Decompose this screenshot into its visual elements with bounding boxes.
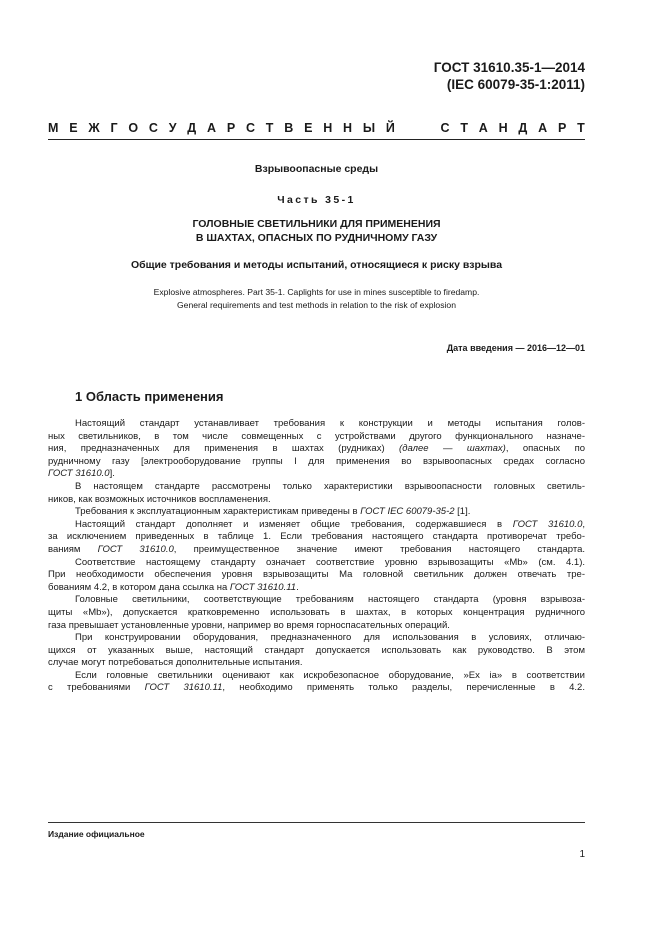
main-title-line-1: ГОЛОВНЫЕ СВЕТИЛЬНИКИ ДЛЯ ПРИМЕНЕНИЯ — [192, 218, 441, 230]
body-text: Соответствие настоящему стандарту означает соответствие уровню взрывозащиты «Mb» (см. 4.1). — [75, 556, 585, 568]
reference-text: ГОСТ 31610.11 — [229, 581, 297, 593]
banner-letter: О — [128, 121, 139, 135]
reference-text: ГОСТ 31610.11 — [144, 682, 223, 694]
body-line — [48, 494, 585, 507]
body-text: Головные светильники, соответствующие требованиям настоящего стандарта (уровня взрывоза- — [75, 594, 585, 606]
body-text: щихся от указанных выше, настоящий стандарт допускается использовать как руководство. В этом — [48, 644, 585, 656]
banner-letter: Г — [110, 121, 118, 135]
banner-letter: Т — [460, 121, 468, 135]
body-text: ников, как возможных источников воспламенения. — [48, 493, 271, 505]
body-line — [48, 418, 585, 431]
banner-letter: С — [245, 121, 255, 135]
body-line — [48, 657, 585, 670]
english-title — [48, 286, 585, 312]
body-text: газа превышает установленные уровни, например во время горноспасательных операций. — [48, 619, 450, 631]
body-text: случае могут потребоваться дополнительные испытания. — [48, 657, 303, 669]
body-line — [48, 443, 585, 456]
body-line — [48, 456, 585, 469]
body-text: Требования к эксплуатационным характеристикам приведены в — [75, 506, 361, 518]
banner-letter: Д — [187, 121, 197, 135]
body-line — [48, 531, 585, 544]
body-text: В настоящем стандарте рассмотрены только характеристики взрывоопасности головных светиль- — [75, 480, 585, 492]
body-text: Настоящий стандарт дополняет и изменяет общие требования, содержавшиеся в — [75, 518, 513, 530]
body-text: щиты «Mb»), допускается кратковременно использовать в шахтах, в которых концентрация рудничного — [48, 606, 585, 618]
body-text: ния, предназначенных для применения в шахтах (рудниках) — [48, 443, 400, 455]
banner-letter: С — [440, 121, 450, 135]
banner-word-gap — [406, 121, 430, 136]
banner-letter: Н — [498, 121, 508, 135]
section-body — [48, 418, 585, 695]
reference-text: ГОСТ 31610.0 — [48, 468, 110, 480]
banner-letter: Д — [518, 121, 528, 135]
body-line — [48, 468, 585, 481]
body-text: При конструировании оборудования, предназначенного для использования в условиях, отличаю- — [75, 632, 585, 644]
body-text: ]. — [109, 468, 115, 480]
body-text: с требованиями — [48, 682, 145, 694]
edition-note: Издание официальное — [48, 829, 145, 839]
banner-letter: А — [207, 121, 217, 135]
banner-letter: А — [478, 121, 488, 135]
banner-letter: Ы — [362, 121, 376, 135]
banner-letter: Р — [226, 121, 236, 135]
body-text: бованиям 4.2, в котором дана ссылка на — [48, 581, 230, 593]
iec-number: (IEC 60079-35-1:2011) — [446, 77, 585, 92]
banner-letter: Е — [304, 121, 313, 135]
body-text: , необходимо применять только разделы, перечисленные в 4.2. — [222, 682, 585, 694]
body-line — [48, 682, 585, 695]
body-line — [48, 519, 585, 532]
banner-letter: А — [538, 121, 548, 135]
body-text: При необходимости обеспечения уровня взрывозащиты Ма головной светильник должен отвечать тре- — [48, 569, 585, 581]
body-text: Настоящий стандарт устанавливает требования к конструкции и методы испытания голов- — [75, 418, 585, 429]
series-title: Взрывоопасные среды — [254, 163, 379, 175]
body-line — [48, 506, 585, 519]
body-line — [48, 632, 585, 645]
body-line — [48, 544, 585, 557]
standard-type-banner — [48, 121, 585, 136]
body-line — [48, 481, 585, 494]
banner-letter: У — [168, 121, 177, 135]
body-text: ных светильников, в том числе совмещенных с устройствами другого функционального назначе- — [48, 430, 585, 442]
banner-letter: Н — [323, 121, 333, 135]
banner-letter: Т — [577, 121, 585, 135]
body-line — [48, 594, 585, 607]
main-title-line-2: В ШАХТАХ, ОПАСНЫХ ПО РУДНИЧНОМУ ГАЗУ — [195, 232, 438, 244]
main-title — [48, 217, 585, 245]
body-line — [48, 557, 585, 570]
body-text: ваниям — [48, 543, 98, 555]
body-text: за исключением приведенных в таблице 1. Если требования настоящего стандарта противоречат требо- — [48, 531, 585, 543]
body-line — [48, 569, 585, 582]
banner-letter: Н — [343, 121, 353, 135]
introduction-date: Дата введения — 2016—12—01 — [446, 343, 585, 353]
body-text: . — [296, 581, 299, 593]
banner-letter: Т — [265, 121, 274, 135]
section-heading: 1 Область применения — [75, 389, 224, 404]
body-line — [48, 582, 585, 595]
banner-letter: Й — [385, 121, 395, 135]
reference-text: ГОСТ 31610.0 — [512, 518, 583, 530]
reference-text: ГОСТ 31610.0 — [97, 543, 174, 555]
banner-letter: Е — [69, 121, 78, 135]
body-line — [48, 431, 585, 444]
reference-text: (далее — шахтах) — [399, 443, 506, 455]
footer-divider — [48, 822, 585, 823]
page-number: 1 — [579, 849, 585, 860]
body-text: , опасных по — [505, 443, 585, 455]
body-text: [1]. — [454, 506, 471, 518]
subtitle: Общие требования и методы испытаний, относящиеся к риску взрыва — [130, 259, 503, 271]
body-line — [48, 670, 585, 683]
document-number-block — [434, 59, 585, 93]
reference-text: ГОСТ IEC 60079-35-2 — [360, 506, 455, 518]
english-title-line-2: General requirements and test methods in relation to the risk of explosion — [177, 300, 456, 310]
body-line — [48, 645, 585, 658]
body-line — [48, 607, 585, 620]
english-title-line-1: Explosive atmospheres. Part 35-1. Caplights for use in mines susceptible to firedamp. — [153, 287, 480, 297]
banner-letter: М — [48, 121, 59, 135]
banner-letter: Р — [557, 121, 567, 135]
body-text: рудничному газу [электрооборудование группы I для применения во взрывоопасных средах согласно — [48, 455, 585, 467]
part-title: Часть 35-1 — [277, 194, 356, 206]
banner-letter: Ж — [88, 121, 100, 135]
body-line — [48, 620, 585, 633]
banner-letter: С — [148, 121, 158, 135]
body-text: , — [582, 518, 585, 530]
banner-divider — [48, 139, 585, 140]
banner-letter: В — [284, 121, 294, 135]
standard-number: ГОСТ 31610.35-1—2014 — [433, 60, 585, 75]
body-text: , преимущественное значение имеют требования настоящего стандарта. — [173, 543, 585, 555]
body-text: Если головные светильники оценивают как искробезопасное оборудование, »Ex ia» в соответствии — [75, 669, 585, 681]
